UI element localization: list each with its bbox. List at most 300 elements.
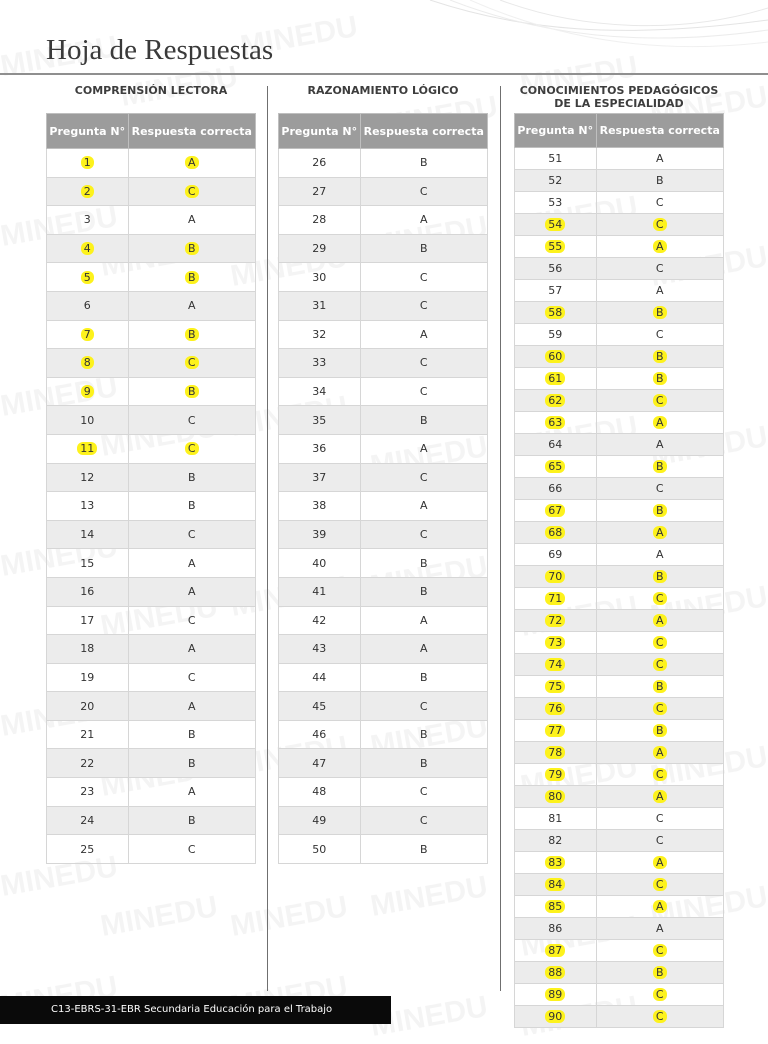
- table-row: [47, 434, 256, 463]
- question-number: 31: [312, 299, 327, 313]
- answer-letter: C: [419, 299, 428, 313]
- answer-letter: A: [653, 240, 667, 253]
- title-divider: [0, 73, 768, 75]
- table-row: [515, 478, 724, 500]
- question-number: 9: [81, 385, 94, 398]
- question-number-cell: [515, 676, 597, 698]
- answer-cell: [360, 406, 488, 435]
- table-row: [515, 214, 724, 236]
- question-number-cell: [279, 635, 361, 664]
- question-number-cell: [515, 962, 597, 984]
- answer-letter: C: [653, 878, 667, 891]
- table-row: [279, 149, 488, 178]
- question-number: 21: [80, 728, 95, 742]
- question-number-cell: [515, 368, 597, 390]
- question-number: 28: [312, 213, 327, 227]
- question-number: 6: [83, 299, 91, 313]
- answer-cell: [360, 206, 488, 235]
- answer-cell: [360, 291, 488, 320]
- table-row: [515, 984, 724, 1006]
- question-number: 4: [81, 242, 94, 255]
- question-number-cell: [279, 749, 361, 778]
- question-number-cell: [47, 377, 129, 406]
- answer-letter: A: [187, 299, 196, 313]
- question-number-cell: [515, 852, 597, 874]
- answer-cell: [128, 749, 256, 778]
- answer-letter: A: [419, 613, 428, 627]
- question-number: 17: [80, 613, 95, 627]
- question-number: 52: [548, 174, 563, 187]
- answer-cell: [596, 940, 724, 962]
- answer-cell: [360, 149, 488, 178]
- table-row: [47, 291, 256, 320]
- question-number: 57: [548, 284, 563, 297]
- answer-letter: A: [187, 556, 196, 570]
- question-number-cell: [279, 577, 361, 606]
- table-row: [515, 412, 724, 434]
- answer-cell: [360, 434, 488, 463]
- answer-letter: B: [419, 842, 428, 856]
- answer-letter: A: [653, 526, 667, 539]
- answer-cell: [128, 234, 256, 263]
- question-number: 72: [545, 614, 565, 627]
- answer-letter: A: [655, 152, 664, 165]
- answer-letter: B: [187, 728, 196, 742]
- question-number: 37: [312, 470, 327, 484]
- answer-cell: [596, 170, 724, 192]
- table-row: [47, 692, 256, 721]
- answer-cell: [596, 324, 724, 346]
- question-number-cell: [47, 778, 129, 807]
- answer-cell: [596, 500, 724, 522]
- answer-cell: [360, 492, 488, 521]
- answer-letter: C: [419, 785, 428, 799]
- question-number-cell: [47, 406, 129, 435]
- table-row: [515, 918, 724, 940]
- question-number: 46: [312, 728, 327, 742]
- question-number-cell: [47, 606, 129, 635]
- table-row: [515, 610, 724, 632]
- table-row: [515, 720, 724, 742]
- question-number-cell: [279, 177, 361, 206]
- question-number-cell: [515, 258, 597, 280]
- answer-letter: B: [187, 813, 196, 827]
- answer-cell: [128, 663, 256, 692]
- table-row: [47, 577, 256, 606]
- table-row: [279, 492, 488, 521]
- table-row: [47, 263, 256, 292]
- answer-letter: A: [653, 790, 667, 803]
- answer-letter: A: [187, 699, 196, 713]
- question-number: 38: [312, 499, 327, 513]
- question-number: 5: [81, 271, 94, 284]
- question-number-cell: [47, 749, 129, 778]
- table-row: [279, 234, 488, 263]
- page-title: Hoja de Respuestas: [46, 34, 274, 66]
- question-number-cell: [47, 835, 129, 864]
- question-number: 26: [312, 156, 327, 170]
- answer-letter: B: [653, 372, 667, 385]
- question-number: 30: [312, 270, 327, 284]
- question-number: 68: [545, 526, 565, 539]
- question-number: 81: [548, 812, 563, 825]
- answer-letter: C: [653, 988, 667, 1001]
- answer-cell: [128, 406, 256, 435]
- question-number-cell: [47, 520, 129, 549]
- question-number-cell: [515, 412, 597, 434]
- column-divider: [267, 86, 268, 991]
- question-number-cell: [47, 177, 129, 206]
- question-number: 78: [545, 746, 565, 759]
- answer-cell: [128, 635, 256, 664]
- question-number-cell: [47, 206, 129, 235]
- question-number-cell: [515, 390, 597, 412]
- answer-letter: C: [419, 356, 428, 370]
- question-number: 27: [312, 184, 327, 198]
- answer-letter: A: [653, 416, 667, 429]
- question-number-cell: [47, 234, 129, 263]
- table-row: [515, 566, 724, 588]
- answer-cell: [596, 654, 724, 676]
- question-number-cell: [47, 720, 129, 749]
- answer-cell: [596, 478, 724, 500]
- question-number: 83: [545, 856, 565, 869]
- answer-letter: C: [653, 658, 667, 671]
- question-number: 8: [81, 356, 94, 369]
- question-number: 20: [80, 699, 95, 713]
- question-number: 71: [545, 592, 565, 605]
- answer-letter: C: [655, 482, 664, 495]
- answer-letter: A: [187, 642, 196, 656]
- answer-cell: [128, 806, 256, 835]
- answer-letter: C: [419, 813, 428, 827]
- answer-letter: C: [185, 356, 199, 369]
- question-number-cell: [47, 263, 129, 292]
- answer-letter: B: [419, 756, 428, 770]
- question-number-cell: [279, 434, 361, 463]
- answer-cell: [128, 177, 256, 206]
- answer-cell: [360, 377, 488, 406]
- answer-letter: B: [187, 756, 196, 770]
- answer-cell: [128, 320, 256, 349]
- table-row: [279, 520, 488, 549]
- answer-letter: C: [655, 328, 664, 341]
- answer-cell: [360, 692, 488, 721]
- answer-cell: [596, 544, 724, 566]
- answer-letter: B: [653, 966, 667, 979]
- header-question-number: Pregunta N°: [515, 114, 597, 148]
- question-number: 89: [545, 988, 565, 1001]
- question-number: 75: [545, 680, 565, 693]
- question-number: 63: [545, 416, 565, 429]
- question-number-cell: [515, 544, 597, 566]
- question-number-cell: [47, 577, 129, 606]
- table-row: [279, 806, 488, 835]
- question-number-cell: [515, 148, 597, 170]
- answers-table-conocimientos: [514, 113, 724, 1028]
- answer-cell: [128, 778, 256, 807]
- question-number: 67: [545, 504, 565, 517]
- question-number-cell: [279, 806, 361, 835]
- answer-letter: B: [185, 328, 199, 341]
- question-number: 60: [545, 350, 565, 363]
- answer-cell: [360, 577, 488, 606]
- question-number-cell: [515, 1006, 597, 1028]
- answer-cell: [596, 632, 724, 654]
- answer-cell: [596, 962, 724, 984]
- question-number-cell: [515, 808, 597, 830]
- footer-code: C13-EBRS-31-EBR Secundaria Educación para el Trabajo: [0, 996, 391, 1024]
- question-number-cell: [279, 291, 361, 320]
- question-number-cell: [515, 588, 597, 610]
- table-row: [279, 749, 488, 778]
- answer-cell: [128, 492, 256, 521]
- question-number: 49: [312, 813, 327, 827]
- table-row: [279, 377, 488, 406]
- answer-letter: A: [419, 642, 428, 656]
- answer-cell: [596, 456, 724, 478]
- table-row: [47, 549, 256, 578]
- answer-cell: [360, 549, 488, 578]
- question-number: 24: [80, 813, 95, 827]
- question-number-cell: [515, 302, 597, 324]
- answer-letter: A: [419, 499, 428, 513]
- answer-letter: C: [187, 670, 196, 684]
- question-number: 59: [548, 328, 563, 341]
- question-number: 29: [312, 242, 327, 256]
- question-number: 12: [80, 470, 95, 484]
- answer-letter: A: [655, 548, 664, 561]
- answer-letter: A: [419, 213, 428, 227]
- question-number: 39: [312, 528, 327, 542]
- answer-letter: C: [187, 528, 196, 542]
- question-number-cell: [47, 349, 129, 378]
- section-heading-razonamiento: RAZONAMIENTO LÓGICO: [307, 84, 459, 97]
- question-number: 84: [545, 878, 565, 891]
- question-number-cell: [515, 346, 597, 368]
- table-row: [47, 177, 256, 206]
- question-number-cell: [515, 280, 597, 302]
- table-header-row: [515, 114, 724, 148]
- table-row: [515, 544, 724, 566]
- question-number-cell: [515, 478, 597, 500]
- question-number-cell: [279, 320, 361, 349]
- question-number: 56: [548, 262, 563, 275]
- question-number-cell: [47, 806, 129, 835]
- answer-letter: A: [187, 585, 196, 599]
- answer-cell: [360, 177, 488, 206]
- answer-letter: B: [653, 350, 667, 363]
- answer-cell: [596, 720, 724, 742]
- question-number: 66: [548, 482, 563, 495]
- answer-letter: C: [185, 442, 199, 455]
- question-number-cell: [47, 635, 129, 664]
- question-number-cell: [515, 918, 597, 940]
- answers-table-razonamiento: [278, 113, 488, 864]
- answer-letter: B: [187, 499, 196, 513]
- question-number: 7: [81, 328, 94, 341]
- table-row: [279, 720, 488, 749]
- question-number: 44: [312, 670, 327, 684]
- question-number: 16: [80, 585, 95, 599]
- answer-cell: [360, 606, 488, 635]
- question-number-cell: [279, 263, 361, 292]
- answer-letter: A: [655, 284, 664, 297]
- answer-cell: [128, 206, 256, 235]
- table-row: [47, 806, 256, 835]
- question-number: 23: [80, 785, 95, 799]
- question-number: 3: [83, 213, 91, 227]
- answer-cell: [596, 302, 724, 324]
- question-number-cell: [47, 291, 129, 320]
- question-number: 47: [312, 756, 327, 770]
- question-number: 88: [545, 966, 565, 979]
- question-number-cell: [47, 692, 129, 721]
- question-number-cell: [279, 463, 361, 492]
- answer-letter: A: [187, 213, 196, 227]
- header-correct-answer: Respuesta correcta: [596, 114, 724, 148]
- question-number-cell: [47, 663, 129, 692]
- answer-cell: [596, 786, 724, 808]
- answer-letter: B: [653, 460, 667, 473]
- answer-cell: [128, 349, 256, 378]
- answer-cell: [596, 412, 724, 434]
- question-number-cell: [279, 835, 361, 864]
- table-row: [47, 749, 256, 778]
- answer-cell: [596, 874, 724, 896]
- question-number-cell: [47, 149, 129, 178]
- answer-cell: [128, 520, 256, 549]
- answer-letter: B: [653, 724, 667, 737]
- table-row: [279, 692, 488, 721]
- question-number-cell: [279, 492, 361, 521]
- answer-letter: B: [419, 670, 428, 684]
- answer-cell: [596, 808, 724, 830]
- question-number: 11: [77, 442, 97, 455]
- table-row: [515, 434, 724, 456]
- question-number: 79: [545, 768, 565, 781]
- question-number-cell: [515, 786, 597, 808]
- table-row: [279, 778, 488, 807]
- table-row: [515, 302, 724, 324]
- answer-cell: [596, 742, 724, 764]
- question-number: 87: [545, 944, 565, 957]
- answer-letter: C: [653, 944, 667, 957]
- question-number-cell: [515, 874, 597, 896]
- table-row: [279, 635, 488, 664]
- question-number-cell: [47, 320, 129, 349]
- table-row: [515, 1006, 724, 1028]
- question-number: 43: [312, 642, 327, 656]
- answer-letter: C: [419, 270, 428, 284]
- answer-letter: B: [419, 156, 428, 170]
- answer-cell: [128, 606, 256, 635]
- question-number-cell: [279, 406, 361, 435]
- answer-letter: B: [655, 174, 664, 187]
- question-number: 22: [80, 756, 95, 770]
- question-number: 64: [548, 438, 563, 451]
- section-heading-comprension: COMPRENSIÓN LECTORA: [74, 84, 228, 97]
- answer-letter: C: [655, 262, 664, 275]
- question-number: 90: [545, 1010, 565, 1023]
- answer-cell: [596, 830, 724, 852]
- answer-cell: [128, 549, 256, 578]
- question-number-cell: [515, 566, 597, 588]
- answer-letter: C: [419, 470, 428, 484]
- table-row: [515, 588, 724, 610]
- answer-letter: A: [655, 438, 664, 451]
- answer-letter: A: [655, 922, 664, 935]
- question-number-cell: [279, 234, 361, 263]
- answer-cell: [596, 698, 724, 720]
- table-row: [47, 663, 256, 692]
- question-number: 2: [81, 185, 94, 198]
- table-row: [515, 654, 724, 676]
- answer-cell: [128, 463, 256, 492]
- question-number-cell: [515, 170, 597, 192]
- answer-cell: [128, 720, 256, 749]
- answer-cell: [596, 346, 724, 368]
- question-number-cell: [279, 206, 361, 235]
- answer-cell: [596, 236, 724, 258]
- answer-letter: B: [653, 570, 667, 583]
- answer-letter: B: [419, 242, 428, 256]
- question-number-cell: [515, 698, 597, 720]
- question-number: 41: [312, 585, 327, 599]
- table-row: [515, 962, 724, 984]
- question-number: 36: [312, 442, 327, 456]
- answer-letter: C: [419, 699, 428, 713]
- header-correct-answer: Respuesta correcta: [128, 114, 256, 149]
- answer-letter: C: [653, 394, 667, 407]
- answer-letter: C: [185, 185, 199, 198]
- answer-cell: [596, 764, 724, 786]
- question-number-cell: [515, 764, 597, 786]
- answer-cell: [128, 149, 256, 178]
- table-row: [515, 940, 724, 962]
- answer-letter: B: [185, 242, 199, 255]
- table-row: [515, 390, 724, 412]
- answer-cell: [128, 692, 256, 721]
- question-number: 42: [312, 613, 327, 627]
- table-row: [47, 520, 256, 549]
- answer-cell: [360, 520, 488, 549]
- answer-cell: [596, 984, 724, 1006]
- table-header-row: [279, 114, 488, 149]
- table-row: [47, 206, 256, 235]
- question-number-cell: [515, 500, 597, 522]
- question-number: 53: [548, 196, 563, 209]
- answer-cell: [596, 434, 724, 456]
- question-number-cell: [279, 692, 361, 721]
- question-number: 74: [545, 658, 565, 671]
- question-number: 10: [80, 413, 95, 427]
- answer-cell: [360, 263, 488, 292]
- table-row: [515, 368, 724, 390]
- question-number: 19: [80, 670, 95, 684]
- answer-cell: [360, 635, 488, 664]
- question-number-cell: [279, 606, 361, 635]
- question-number: 34: [312, 385, 327, 399]
- question-number-cell: [515, 214, 597, 236]
- answer-cell: [128, 377, 256, 406]
- answer-cell: [596, 566, 724, 588]
- question-number: 48: [312, 785, 327, 799]
- answer-cell: [360, 835, 488, 864]
- question-number: 35: [312, 413, 327, 427]
- question-number-cell: [515, 742, 597, 764]
- question-number-cell: [515, 610, 597, 632]
